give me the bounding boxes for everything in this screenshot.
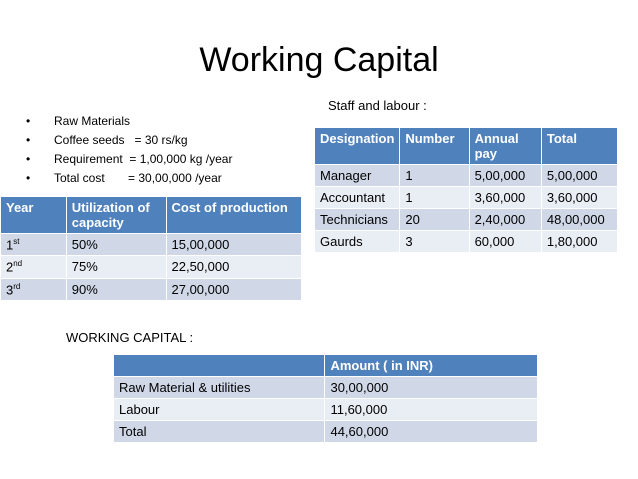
table-row: [114, 399, 538, 421]
pay-cell: 5,00,000: [469, 165, 541, 187]
item-cell: Labour: [114, 399, 325, 421]
designation-cell: Gaurds: [315, 231, 400, 253]
capacity-table: [0, 196, 302, 301]
header-total: Total: [541, 128, 617, 165]
number-cell: 20: [400, 209, 469, 231]
util-cell: 50%: [66, 234, 166, 256]
pay-cell: 3,60,000: [469, 187, 541, 209]
bullet-dot-icon: •: [26, 171, 31, 185]
table-row: [114, 377, 538, 399]
number-cell: 3: [400, 231, 469, 253]
bullet-dot-icon: •: [26, 133, 31, 147]
cost-cell: 22,50,000: [166, 256, 302, 278]
page-title: Working Capital: [199, 41, 439, 79]
header-year: Year: [1, 197, 67, 234]
table-row: [1, 234, 302, 256]
total-cell: 3,60,000: [541, 187, 617, 209]
staff-table: [314, 127, 618, 253]
year-cell: 3rd: [1, 278, 67, 300]
item-cell: Total: [114, 421, 325, 443]
bullet-dot-icon: •: [26, 152, 31, 166]
total-cell: 5,00,000: [541, 165, 617, 187]
header-amount: Amount ( in INR): [325, 355, 538, 377]
staff-caption: Staff and labour :: [328, 98, 427, 113]
header-number: Number: [400, 128, 469, 165]
table-row: [315, 187, 618, 209]
table-header-row: [315, 128, 618, 165]
total-cell: 48,00,000: [541, 209, 617, 231]
header-designation: Designation: [315, 128, 400, 165]
designation-cell: Technicians: [315, 209, 400, 231]
table-row: [315, 209, 618, 231]
header-annual-pay: Annual pay: [469, 128, 541, 165]
pay-cell: 60,000: [469, 231, 541, 253]
number-cell: 1: [400, 187, 469, 209]
designation-cell: Accountant: [315, 187, 400, 209]
pay-cell: 2,40,000: [469, 209, 541, 231]
cost-cell: 27,00,000: [166, 278, 302, 300]
item-cell: Raw Material & utilities: [114, 377, 325, 399]
header-cost: Cost of production: [166, 197, 302, 234]
year-cell: 2nd: [1, 256, 67, 278]
table-row: [315, 231, 618, 253]
amount-cell: 11,60,000: [325, 399, 538, 421]
table-row: [114, 421, 538, 443]
year-cell: 1st: [1, 234, 67, 256]
table-row: [1, 278, 302, 300]
working-capital-table: [113, 354, 538, 443]
total-cell: 1,80,000: [541, 231, 617, 253]
number-cell: 1: [400, 165, 469, 187]
util-cell: 90%: [66, 278, 166, 300]
header-blank: [114, 355, 325, 377]
table-row: [1, 256, 302, 278]
header-utilization: Utilization of capacity: [66, 197, 166, 234]
working-capital-caption: WORKING CAPITAL :: [66, 330, 194, 345]
designation-cell: Manager: [315, 165, 400, 187]
table-header-row: [1, 197, 302, 234]
util-cell: 75%: [66, 256, 166, 278]
table-header-row: [114, 355, 538, 377]
table-row: [315, 165, 618, 187]
amount-cell: 44,60,000: [325, 421, 538, 443]
cost-cell: 15,00,000: [166, 234, 302, 256]
bullet-dot-icon: •: [26, 114, 31, 128]
amount-cell: 30,00,000: [325, 377, 538, 399]
